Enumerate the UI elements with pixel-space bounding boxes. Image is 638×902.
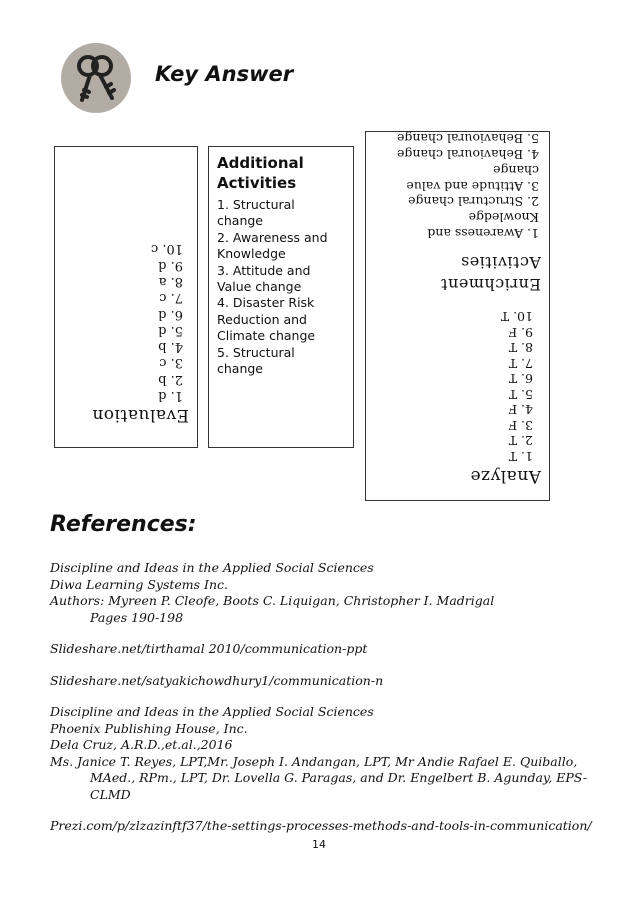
additional-activities-list	[217, 197, 351, 377]
analyze-answer-list	[371, 309, 541, 464]
enrichment-line: 5. Behavioural change	[397, 131, 539, 147]
evaluation-box	[54, 146, 198, 448]
additional-activity-line: Value change	[217, 279, 302, 295]
reference-line: Prezi.com/p/zlzazinftf37/the-settings-processes-methods-and-tools-in-communication/	[50, 818, 592, 833]
enrichment-list	[371, 130, 541, 241]
additional-activity-line: 2. Awareness and	[217, 229, 328, 245]
evaluation-answer: 4. b	[158, 339, 183, 355]
reference-spacer	[50, 658, 610, 673]
evaluation-answer: 10. c	[150, 241, 183, 257]
reference-spacer	[50, 803, 610, 818]
evaluation-answer: 9. d	[158, 257, 183, 273]
enrichment-line: 4. Behavioural change	[397, 147, 539, 163]
evaluation-answer: 5. d	[158, 322, 183, 338]
reference-line: Authors: Myreen P. Cleofe, Boots C. Liquigan, Christopher I. Madrigal	[50, 593, 495, 608]
analyze-answer: 6. T	[508, 371, 533, 387]
reference-line: Slideshare.net/satyakichowdhury1/communication-n	[50, 672, 384, 688]
additional-activity-line: 1. Structural	[217, 197, 295, 212]
additional-activity-line: change	[217, 361, 264, 377]
additional-activity-line: 5. Structural	[217, 344, 295, 360]
reference-line: Discipline and Ideas in the Applied Social Sciences	[50, 560, 374, 575]
enrichment-line: 1. Awareness and	[427, 226, 539, 241]
analyze-answer: 9. F	[508, 325, 533, 340]
page-title: Key Answer	[155, 62, 294, 86]
keys-icon	[60, 42, 132, 114]
evaluation-answer: 8. a	[158, 273, 183, 289]
evaluation-answer: 6. d	[158, 306, 183, 322]
evaluation-answer: 1. d	[158, 388, 183, 403]
enrichment-line: 3. Attitude and value	[406, 178, 539, 194]
analyze-answer: 10. T	[500, 309, 533, 325]
additional-activity-line: 3. Attitude and	[217, 262, 311, 278]
additional-activity-line: change	[217, 213, 264, 229]
analyze-answer: 5. T	[508, 387, 533, 402]
analyze-title: Analyze	[470, 466, 541, 486]
references-heading: References:	[50, 512, 197, 537]
reference-line: Ms. Janice T. Reyes, LPT,Mr. Joseph I. Andangan, LPT, Mr Andie Rafael E. Quiballo,	[50, 753, 578, 769]
analyze-answer: 8. T	[508, 340, 533, 356]
additional-activity-line: Climate change	[217, 328, 316, 344]
reference-line: CLMD	[90, 786, 131, 802]
reference-line: Discipline and Ideas in the Applied Social Sciences	[50, 704, 374, 719]
additional-activity-line: Reduction and	[217, 311, 307, 327]
page-number: 14	[312, 838, 326, 851]
reference-line: Diwa Learning Systems Inc.	[50, 576, 229, 592]
analyze-answer: 3. F	[508, 418, 533, 433]
evaluation-answer: 2. b	[158, 371, 183, 387]
additional-activity-line: 4. Disaster Risk	[217, 295, 315, 311]
additional-activities-box	[208, 146, 354, 448]
reference-line: Phoenix Publishing House, Inc.	[50, 720, 248, 736]
enrichment-title: Enrichment Activities	[440, 253, 541, 294]
enrichment-line: 2. Structural change	[408, 194, 539, 210]
additional-activities-title: Additional Activities	[217, 154, 304, 192]
evaluation-title: Evaluation	[91, 405, 189, 425]
reference-line: Pages 190-198	[90, 609, 184, 625]
reference-spacer	[50, 689, 610, 704]
enrichment-line: change	[493, 162, 539, 178]
analyze-answer: 4. F	[508, 402, 533, 418]
evaluation-answer: 7. c	[159, 290, 183, 306]
reference-line: Slideshare.net/tirthamal 2010/communication-ppt	[50, 641, 368, 656]
enrichment-analyze-box	[365, 131, 550, 501]
evaluation-answer: 3. c	[159, 355, 183, 371]
reference-line: Dela Cruz, A.R.D.,et.al.,2016	[50, 737, 233, 752]
reference-spacer	[50, 626, 610, 641]
reference-line: MAed., RPm., LPT, Dr. Lovella G. Paragas, and Dr. Engelbert B. Agunday, EPS-	[90, 770, 588, 785]
references-list	[50, 560, 610, 835]
enrichment-line: Knowledge	[468, 210, 539, 226]
analyze-answer: 7. T	[508, 356, 533, 371]
analyze-answer: 1. T	[508, 449, 533, 464]
analyze-answer: 2. T	[508, 433, 533, 449]
evaluation-answer-list	[92, 240, 189, 403]
additional-activity-line: Knowledge	[217, 246, 286, 262]
